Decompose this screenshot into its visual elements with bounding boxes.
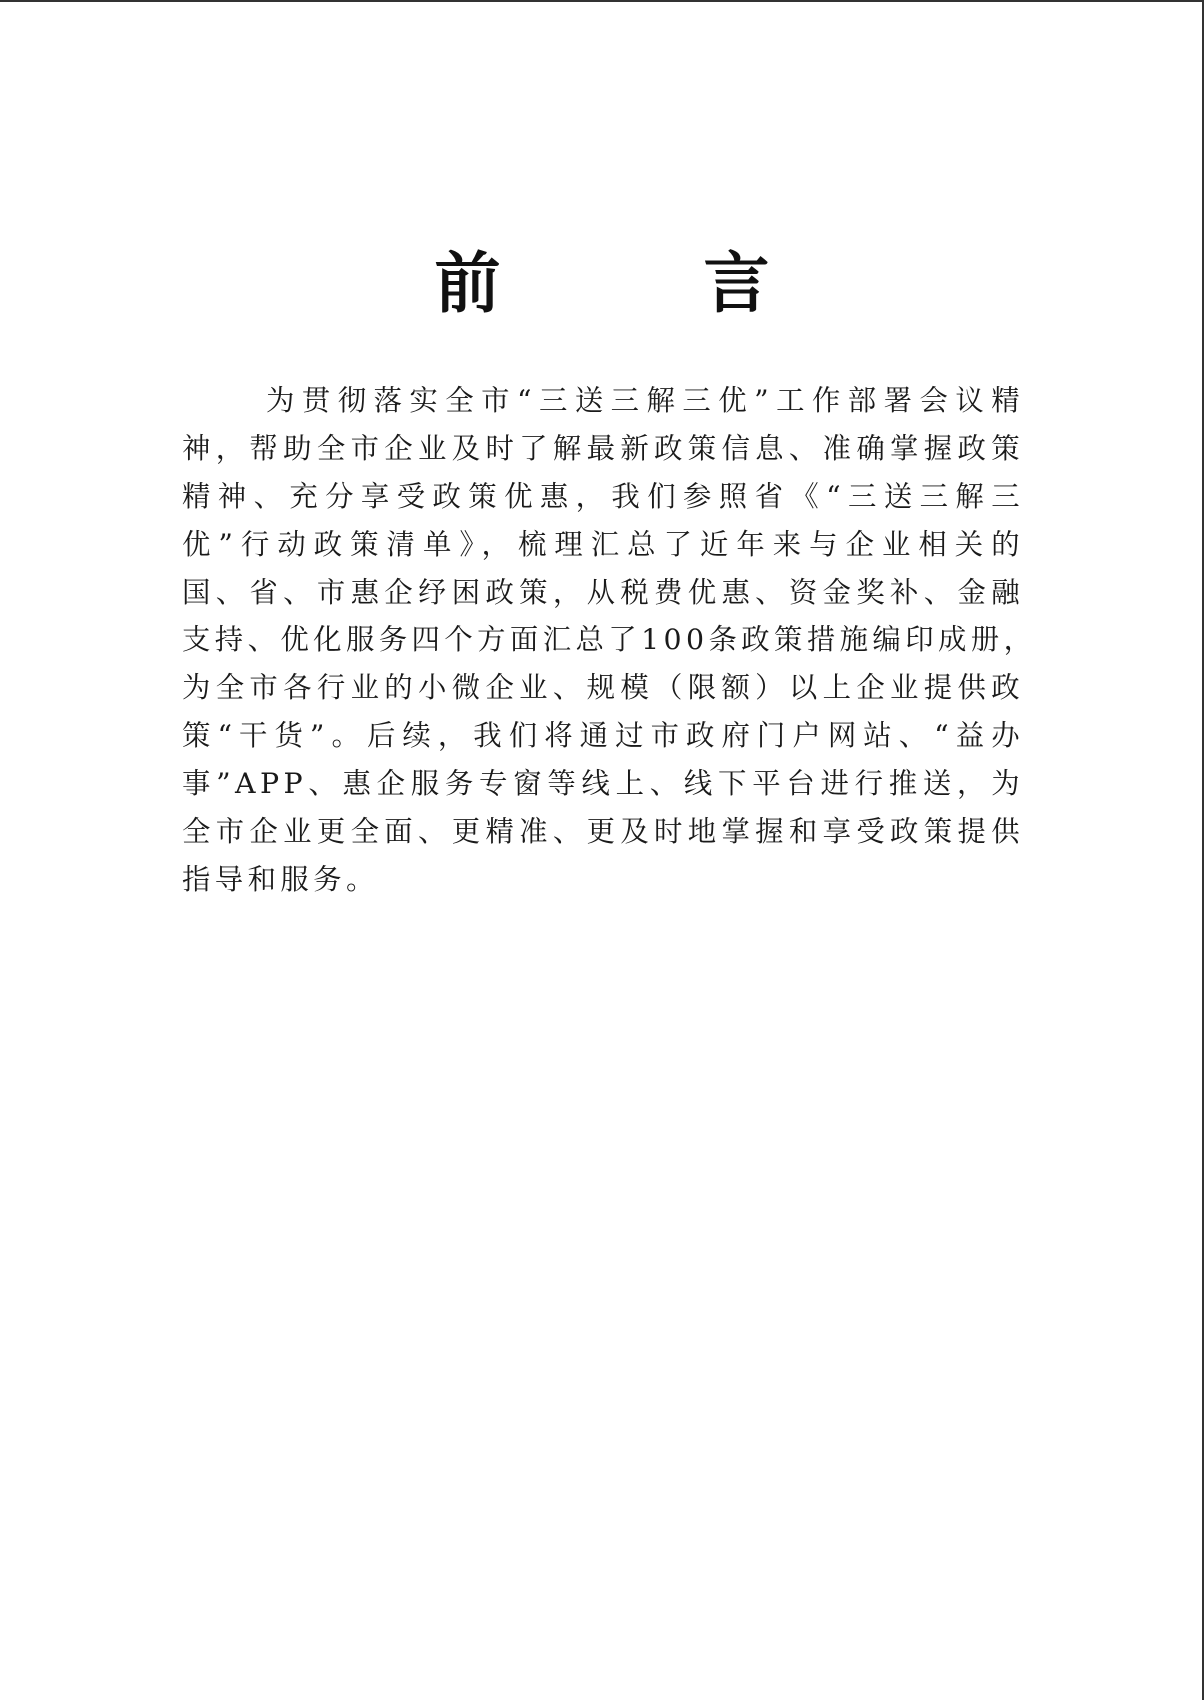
paragraph-line: 神，帮助全市企业及时了解最新政策信息、准确掌握政策	[182, 431, 1024, 465]
paragraph-line: 支持、优化服务四个方面汇总了100条政策措施编印成册，	[182, 623, 1037, 657]
paragraph-line: 国、省、市惠企纾困政策，从税费优惠、资金奖补、金融	[182, 575, 1024, 609]
paragraph-line: 为贯彻落实全市“三送三解三优”工作部署会议精	[266, 384, 1024, 417]
paragraph-line: 指导和服务。	[182, 862, 379, 896]
paragraph-line: 事”APP、惠企服务专窗等线上、线下平台进行推送，为	[182, 767, 1024, 801]
page-title: 前 言	[434, 244, 860, 322]
paragraph-line: 优”行动政策清单》，梳理汇总了近年来与企业相关的	[182, 527, 1024, 561]
page-top-border	[0, 0, 1204, 2]
preface-paragraph	[182, 377, 1037, 904]
paragraph-line: 策“干货”。后续，我们将通过市政府门户网站、“益办	[182, 719, 1024, 753]
paragraph-line: 全市企业更全面、更精准、更及时地掌握和享受政策提供	[182, 815, 1024, 849]
paragraph-line: 精神、充分享受政策优惠，我们参照省《“三送三解三	[182, 479, 1024, 513]
paragraph-line: 为全市各行业的小微企业、规模（限额）以上企业提供政	[182, 671, 1024, 705]
